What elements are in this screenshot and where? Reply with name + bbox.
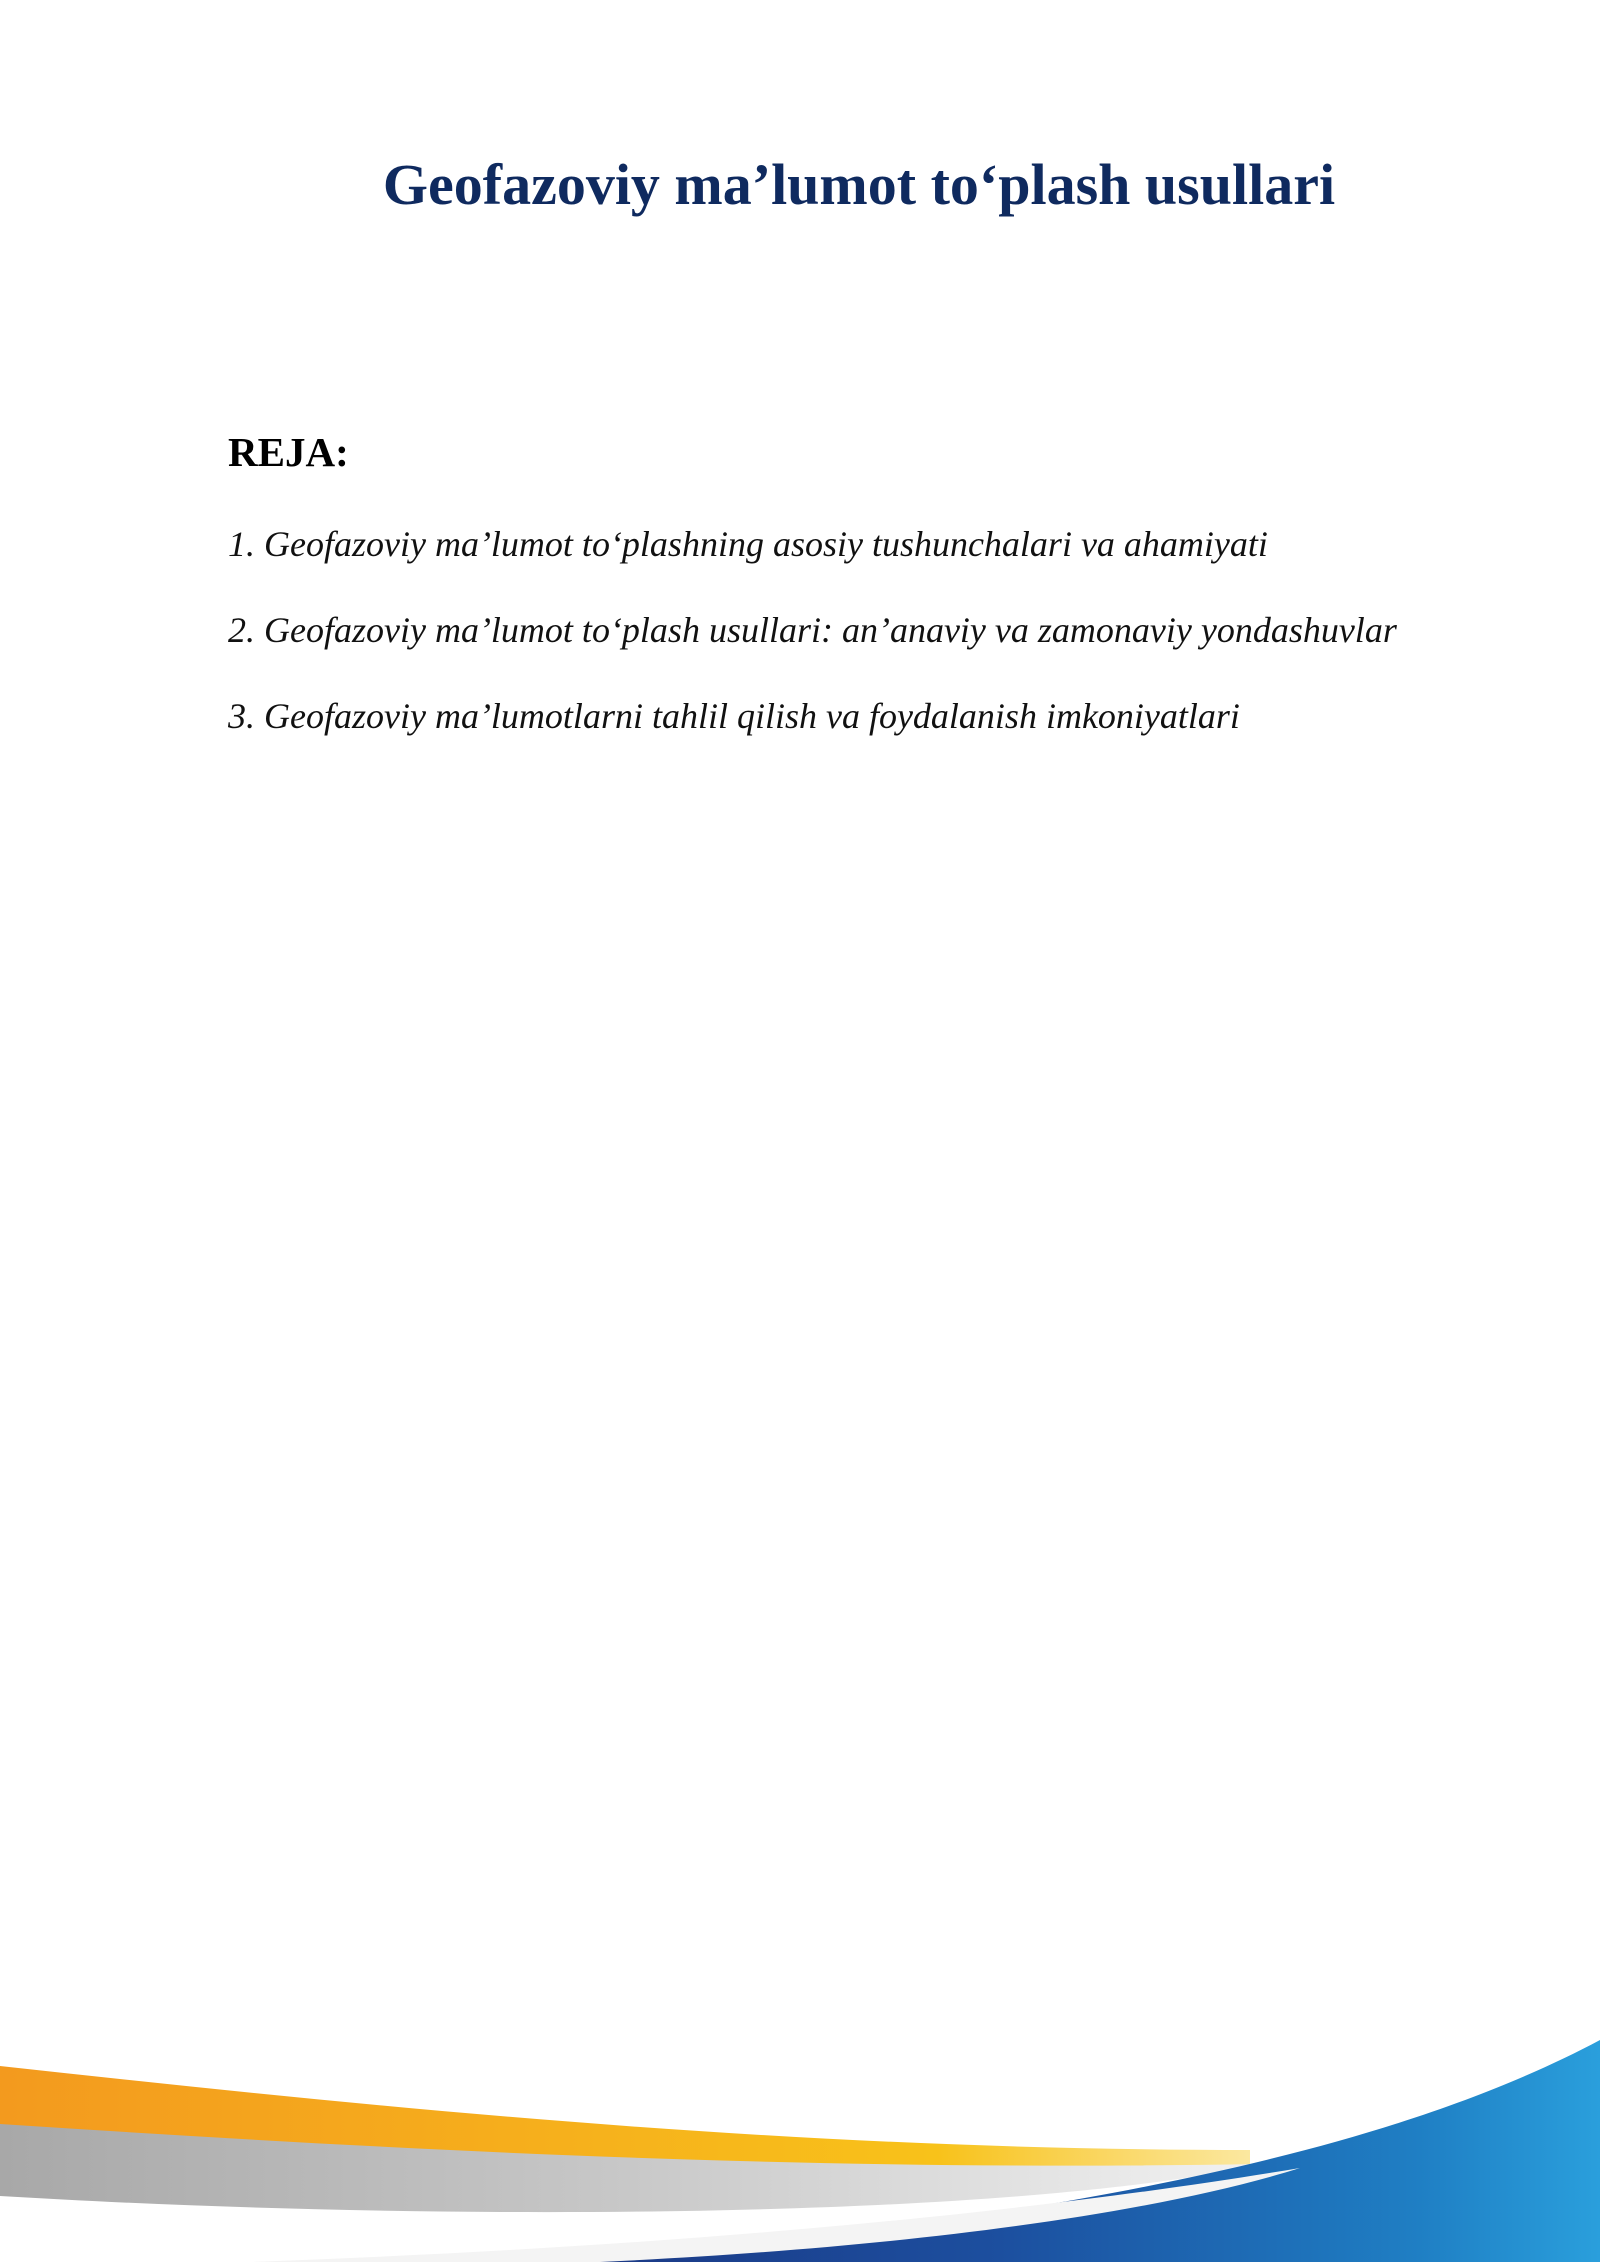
- plan-item: 3. Geofazoviy ma’lumotlarni tahlil qilish va foydalanish imkoniyatlari: [228, 696, 1240, 736]
- plan-list: [228, 522, 1397, 780]
- footer-wave-decoration: [0, 2000, 1600, 2262]
- plan-heading: REJA:: [228, 429, 349, 475]
- plan-item: 1. Geofazoviy ma’lumot to‘plashning asosiy tushunchalari va ahamiyati: [228, 524, 1268, 564]
- plan-item: 2. Geofazoviy ma’lumot to‘plash usullari: an’anaviy va zamonaviy yondashuvlar: [228, 610, 1397, 650]
- document-title: Geofazoviy ma’lumot to‘plash usullari: [382, 152, 1336, 217]
